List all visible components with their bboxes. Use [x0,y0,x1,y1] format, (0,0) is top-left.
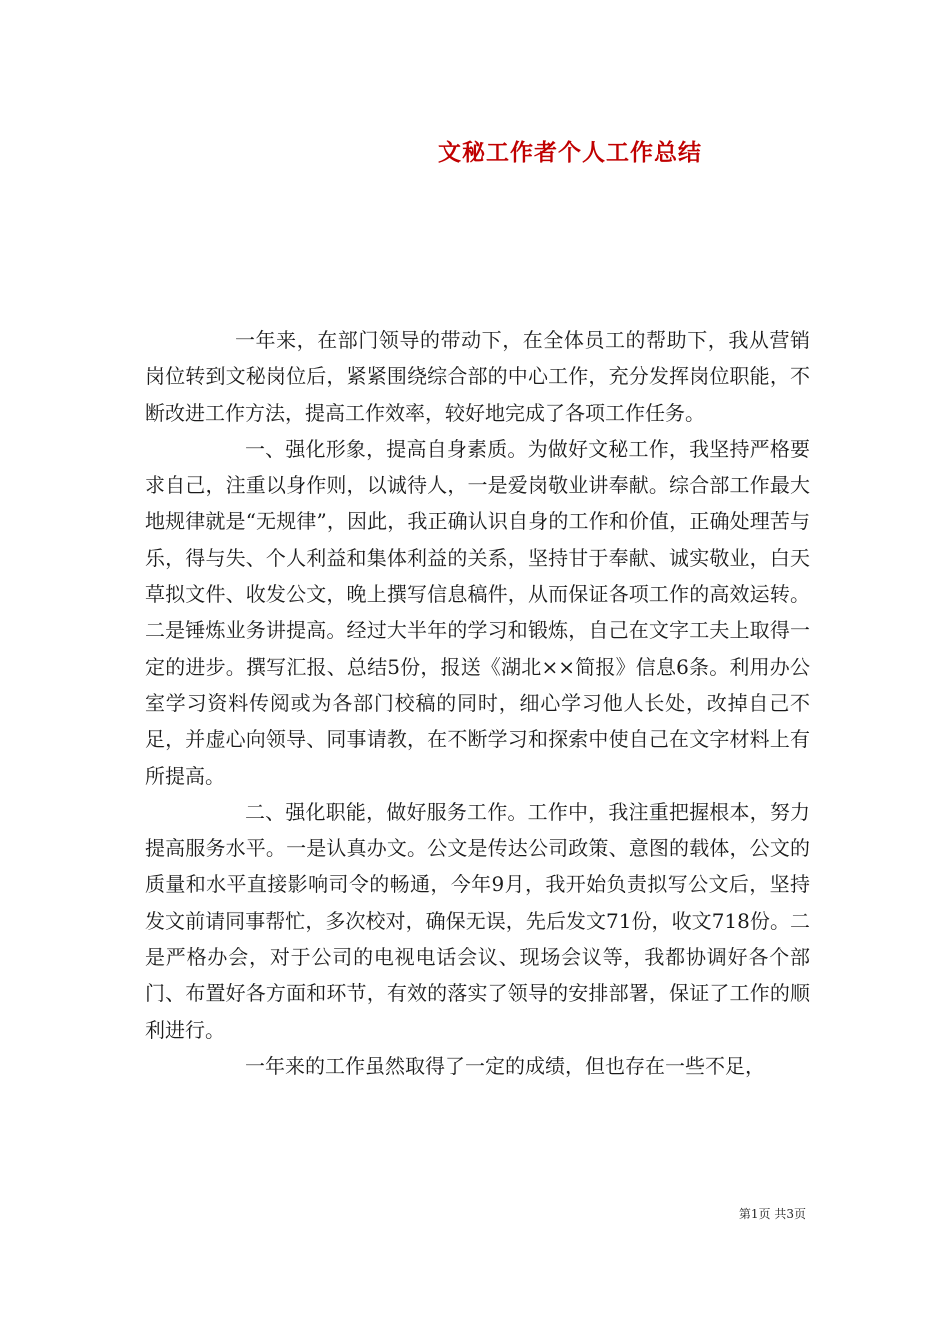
document-title: 文秘工作者个人工作总结 [438,139,702,166]
paragraph-section-one: 一、强化形象，提高自身素质。为做好文秘工作，我坚持严格要求自己，注重以身作则，以诚待人，一是爱岗敬业讲奉献。综合部工作最大地规律就是“无规律”，因此，我正确认识自身的工作和价值，正确处理苦与乐，得与失、个人利益和集体利益的关系，坚持甘于奉献、诚实敬业，白天草拟文件、收发公文，晚上撰写信息稿件，从而保证各项工作的高效运转。二是锤炼业务讲提高。经过大半年的学习和锻炼，自己在文字工夫上取得一定的进步。撰写汇报、总结5份，报送《湖北××简报》信息6条。利用办公室学习资料传阅或为各部门校稿的同时，细心学习他人长处，改掉自己不足，并虚心向领导、同事请教，在不断学习和探索中使自己在文字材料上有所提高。 [145,436,810,788]
page-number: 第1页 共3页 [738,1207,806,1221]
paragraph-conclusion: 一年来的工作虽然取得了一定的成绩，但也存在一些不足， [245,1053,765,1078]
paragraph-section-two: 二、强化职能，做好服务工作。工作中，我注重把握根本，努力提高服务水平。一是认真办文。公文是传达公司政策、意图的载体，公文的质量和水平直接影响司令的畅通，今年9月，我开始负责拟写公文后，坚持发文前请同事帮忙，多次校对，确保无误，先后发文71份，收文718份。二是严格办会，对于公司的电视电话会议、现场会议等，我都协调好各个部门、布置好各方面和环节，有效的落实了领导的安排部署，保证了工作的顺利进行。 [145,799,810,1042]
paragraph-intro: 一年来，在部门领导的带动下，在全体员工的帮助下，我从营销岗位转到文秘岗位后，紧紧围绕综合部的中心工作，充分发挥岗位职能，不断改进工作方法，提高工作效率，较好地完成了各项工作任务。 [145,328,810,425]
document-body [145,322,810,1084]
